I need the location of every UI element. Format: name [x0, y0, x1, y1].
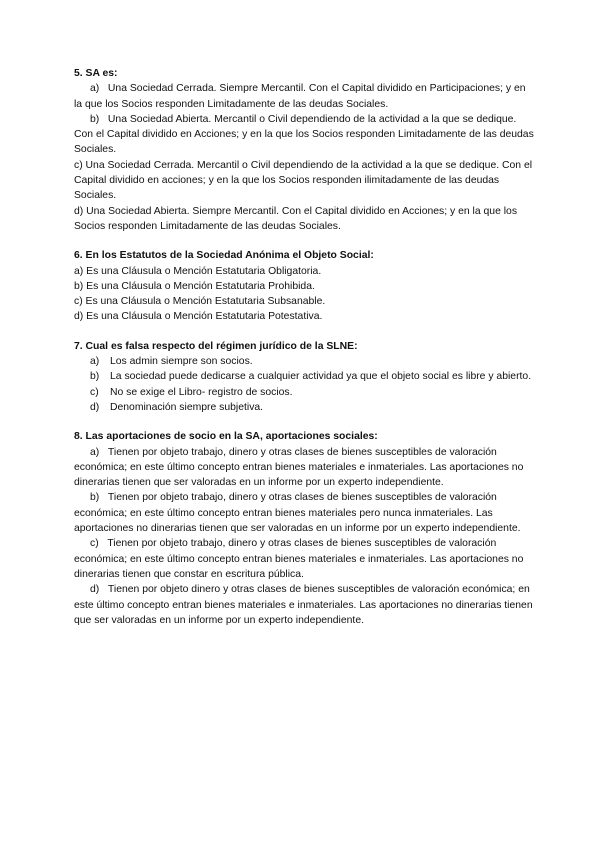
option-c [74, 294, 534, 309]
question-title: 5. SA es: [74, 68, 118, 79]
option-marker: d) [90, 401, 100, 413]
option-text: Una Sociedad Cerrada. Mercantil o Civil dependiendo de la actividad a la que se dedique. Con el Capital dividido en acciones; y en la que los Socios responden ilimitadamente de las deudas Sociales. [74, 159, 533, 202]
option-marker: a) [90, 446, 100, 458]
option-d [74, 309, 534, 324]
option-text: Denominación siempre subjetiva. [110, 401, 264, 413]
option-marker: d) [90, 584, 100, 596]
option-marker: a) [90, 356, 100, 368]
question-title: 7. Cual es falsa respecto del régimen jurídico de la SLNE: [74, 340, 358, 352]
option-marker: a) [90, 83, 100, 95]
option-marker: c) [90, 386, 99, 398]
option-d [74, 204, 534, 235]
question-title: 6. En los Estatutos de la Sociedad Anónima el Objeto Social: [74, 250, 374, 262]
question-8 [74, 429, 534, 628]
option-marker: b) [90, 371, 100, 383]
option-text: Tienen por objeto trabajo, dinero y otras clases de bienes susceptibles de valoración económica; en este último concepto entran bienes materiales pero nunca inmateriales. Las aportaciones no dinerarias tienen que ser valoradas en un informe por un experto independiente. [74, 492, 521, 535]
option-marker: c) [90, 538, 99, 550]
option-c [74, 158, 534, 204]
option-c [74, 536, 534, 582]
option-a [74, 264, 534, 279]
option-d [74, 582, 534, 628]
option-text: Es una Cláusula o Mención Estatutaria Subsanable. [85, 296, 326, 308]
option-b [74, 490, 534, 536]
option-a [74, 445, 534, 491]
option-marker: c) [74, 159, 83, 171]
option-text: La sociedad puede dedicarse a cualquier actividad ya que el objeto social es libre y abierto. [110, 371, 532, 383]
option-marker: d) [74, 311, 84, 323]
option-text: Es una Cláusula o Mención Estatutaria Potestativa. [86, 311, 323, 323]
option-marker: b) [90, 113, 100, 125]
option-a [74, 354, 534, 369]
question-7 [74, 339, 534, 415]
option-marker: b) [74, 280, 84, 292]
question-5 [74, 66, 534, 234]
option-a [74, 81, 534, 112]
option-c [74, 385, 534, 400]
option-text: Es una Cláusula o Mención Estatutaria Prohibida. [86, 280, 315, 292]
option-text: Una Sociedad Cerrada. Siempre Mercantil. Con el Capital dividido en Participaciones; y en la que los Socios responden Limitadamente de las deudas Sociales. [74, 83, 526, 110]
option-text: Es una Cláusula o Mención Estatutaria Obligatoria. [86, 265, 322, 277]
option-b [74, 369, 534, 384]
option-b [74, 112, 534, 158]
document-page [74, 66, 534, 642]
option-text: Una Sociedad Abierta. Mercantil o Civil dependiendo de la actividad a la que se dedique. Con el Capital dividido en Acciones; y en la que los Socios responden Limitadamente de las deudas Sociales. [74, 113, 534, 156]
question-title: 8. Las aportaciones de socio en la SA, aportaciones sociales: [74, 431, 378, 443]
option-text: Tienen por objeto dinero y otras clases de bienes susceptibles de valoración económica; en este último concepto entran bienes materiales e inmateriales. Las aportaciones no dinerarias tienen que ser valoradas en un informe por un experto independiente. [74, 584, 533, 626]
option-marker: d) [74, 205, 84, 217]
option-text: Tienen por objeto trabajo, dinero y otras clases de bienes susceptibles de valoración económica; en este último concepto entran bienes materiales e inmateriales. Las aportaciones no dinerarias tienen que ser valoradas en un informe por un experto independiente. [74, 446, 524, 489]
option-text: Los admin siempre son socios. [110, 356, 253, 368]
option-b [74, 279, 534, 294]
option-marker: c) [74, 296, 83, 308]
option-d [74, 400, 534, 415]
option-text: No se exige el Libro- registro de socios. [110, 386, 293, 398]
option-text: Tienen por objeto trabajo, dinero y otras clases de bienes susceptibles de valoración económica; en este último concepto entran bienes materiales e inmateriales. Las aportaciones no dinerarias tienen que constar en escritura pública. [74, 538, 524, 580]
option-marker: b) [90, 492, 100, 504]
option-marker: a) [74, 265, 84, 277]
option-text: Una Sociedad Abierta. Siempre Mercantil. Con el Capital dividido en Acciones; y en la que los Socios responden Limitadamente de las deudas Sociales. [74, 205, 518, 232]
question-6 [74, 248, 534, 324]
